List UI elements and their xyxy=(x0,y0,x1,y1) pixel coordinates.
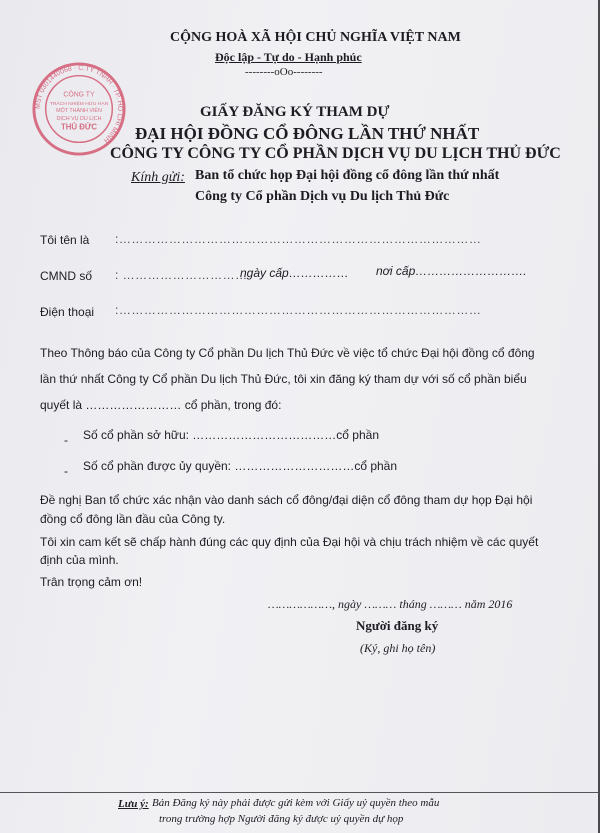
company-title: CÔNG TY CÔNG TY CỔ PHẦN DỊCH VỤ DU LỊCH THỦ ĐỨC xyxy=(110,145,561,162)
form-title: GIẤY ĐĂNG KÝ THAM DỰ xyxy=(200,104,390,120)
closing-thanks: Trân trọng cảm ơn! xyxy=(40,575,143,589)
note-line-2: trong trường hợp Người đăng ký được uỷ quyền dự họp xyxy=(159,813,404,825)
name-field[interactable]: :…………………………………………………………………………… xyxy=(115,232,482,246)
note-label: Lưu ý: xyxy=(118,798,149,810)
id-issue-place-field[interactable]: nơi cấp………………………. xyxy=(376,264,527,278)
svg-text:MST 0301440068 · C.TY TNHH · T: MST 0301440068 · C.TY TNHH · TP. HỒ CHÍ MINH xyxy=(34,64,124,144)
addressee-line-2: Công ty Cổ phần Dịch vụ Du lịch Thủ Đức xyxy=(195,189,450,204)
id-label: CMND số xyxy=(40,269,93,283)
paragraph-1-line-1: Theo Thông báo của Công ty Cổ phần Du lịch Thủ Đức về việc tổ chức Đại hội đồng cổ đông xyxy=(40,346,535,360)
signature-date-line[interactable]: ………………, ngày ……… tháng ……… năm 2016 xyxy=(268,597,513,611)
paragraph-1-line-3: quyết là …………………… cổ phần, trong đó: xyxy=(40,398,282,412)
motto: Độc lập - Tự do - Hạnh phúc xyxy=(215,50,362,64)
meeting-title: ĐẠI HỘI ĐỒNG CỔ ĐÔNG LẦN THỨ NHẤT xyxy=(135,124,480,143)
id-number-field[interactable]: : ………………………… xyxy=(115,268,248,282)
paragraph-3-line-2: định của mình. xyxy=(40,553,119,567)
name-label: Tôi tên là xyxy=(40,233,90,247)
company-seal xyxy=(30,60,128,158)
owned-shares-line: Số cổ phần sở hữu: ………………………………cổ phần xyxy=(83,428,380,442)
ornament: --------oOo-------- xyxy=(245,66,323,78)
bullet-dash-1: - xyxy=(64,433,68,447)
signature-hint: (Ký, ghi họ tên) xyxy=(360,641,436,655)
svg-text:THỦ ĐỨC: THỦ ĐỨC xyxy=(60,122,98,132)
svg-text:DỊCH VỤ DU LỊCH: DỊCH VỤ DU LỊCH xyxy=(56,115,102,122)
nation-heading: CỘNG HOÀ XÃ HỘI CHỦ NGHĨA VIỆT NAM xyxy=(170,30,461,45)
svg-text:MỘT THÀNH VIÊN: MỘT THÀNH VIÊN xyxy=(56,107,102,114)
addressee-line-1: Ban tổ chức họp Đại hội đồng cổ đông lần thứ nhất xyxy=(195,168,500,183)
footer-divider xyxy=(0,792,598,793)
paragraph-2-line-1: Đề nghị Ban tổ chức xác nhận vào danh sách cổ đông/đại diện cổ đông tham dự họp Đại hội xyxy=(40,493,533,507)
paragraph-3-line-1: Tôi xin cam kết sẽ chấp hành đúng các quy định của Đại hội và chịu trách nhiệm về các quyết xyxy=(40,535,539,549)
svg-text:CÔNG TY: CÔNG TY xyxy=(63,91,95,99)
signer-role: Người đăng ký xyxy=(356,618,439,633)
addressee-label: Kính gửi: xyxy=(131,170,185,185)
paragraph-2-line-2: đồng cổ đông lần đầu của Công ty. xyxy=(40,512,226,526)
phone-label: Điện thoại xyxy=(40,305,95,319)
id-issue-date-field[interactable]: ngày cấp…………… xyxy=(240,266,349,280)
svg-text:TRÁCH NHIỆM HỮU HẠN: TRÁCH NHIỆM HỮU HẠN xyxy=(49,102,109,108)
phone-field[interactable]: :…………………………………………………………………………… xyxy=(115,303,482,317)
paragraph-1-line-2: lần thứ nhất Công ty Cổ phần Du lịch Thủ Đức, tôi xin đăng ký tham dự với số cổ phần biểu xyxy=(40,372,527,386)
authorized-shares-line: Số cổ phần được ủy quyền: …………………………cổ phần xyxy=(83,459,398,473)
note-line-1: Bản Đăng ký này phải được gửi kèm với Giấy uỷ quyền theo mẫu xyxy=(152,797,440,809)
bullet-dash-2: - xyxy=(64,464,68,478)
